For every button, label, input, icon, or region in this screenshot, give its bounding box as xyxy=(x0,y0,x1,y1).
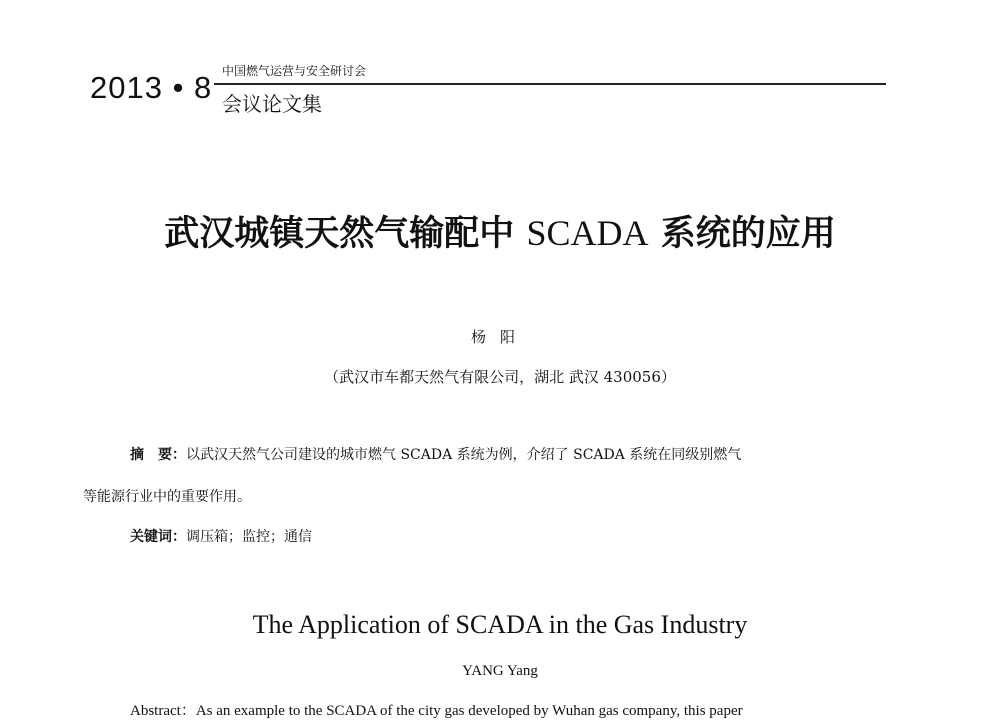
keywords-label: 关键词： xyxy=(130,529,186,545)
abstract-line-2: 等能源行业中的重要作用。 xyxy=(83,489,251,505)
issue-number: 2013 • 8 xyxy=(90,70,213,105)
title-part-1: 武汉城镇天然气输配中 xyxy=(164,213,515,254)
author: 杨阳 xyxy=(470,328,529,346)
keywords-line xyxy=(130,526,312,546)
paper-title xyxy=(0,206,1000,256)
abstract-line-1 xyxy=(130,444,741,464)
conference-name: 中国燃气运营与安全研讨会 xyxy=(222,64,367,78)
english-author: YANG Yang xyxy=(462,663,538,679)
keywords-text: 调压箱；监控；通信 xyxy=(186,529,312,545)
english-abstract: Abstract：As an example to the SCADA of the city gas developed by Wuhan gas company, this paper xyxy=(130,703,743,719)
title-part-3: 系统的应用 xyxy=(660,213,836,254)
english-title: The Application of SCADA in the Gas Industry xyxy=(252,610,748,639)
header-rule xyxy=(214,83,886,85)
abstract-label: 摘 要： xyxy=(130,447,186,463)
collection-name: 会议论文集 xyxy=(222,92,322,116)
abstract-text: 以武汉天然气公司建设的城市燃气 SCADA 系统为例，介绍了 SCADA 系统在同级别燃气 xyxy=(186,447,742,463)
title-part-2: SCADA xyxy=(526,213,649,253)
affiliation: （武汉市车都天然气有限公司，湖北 武汉 430056） xyxy=(324,368,676,386)
